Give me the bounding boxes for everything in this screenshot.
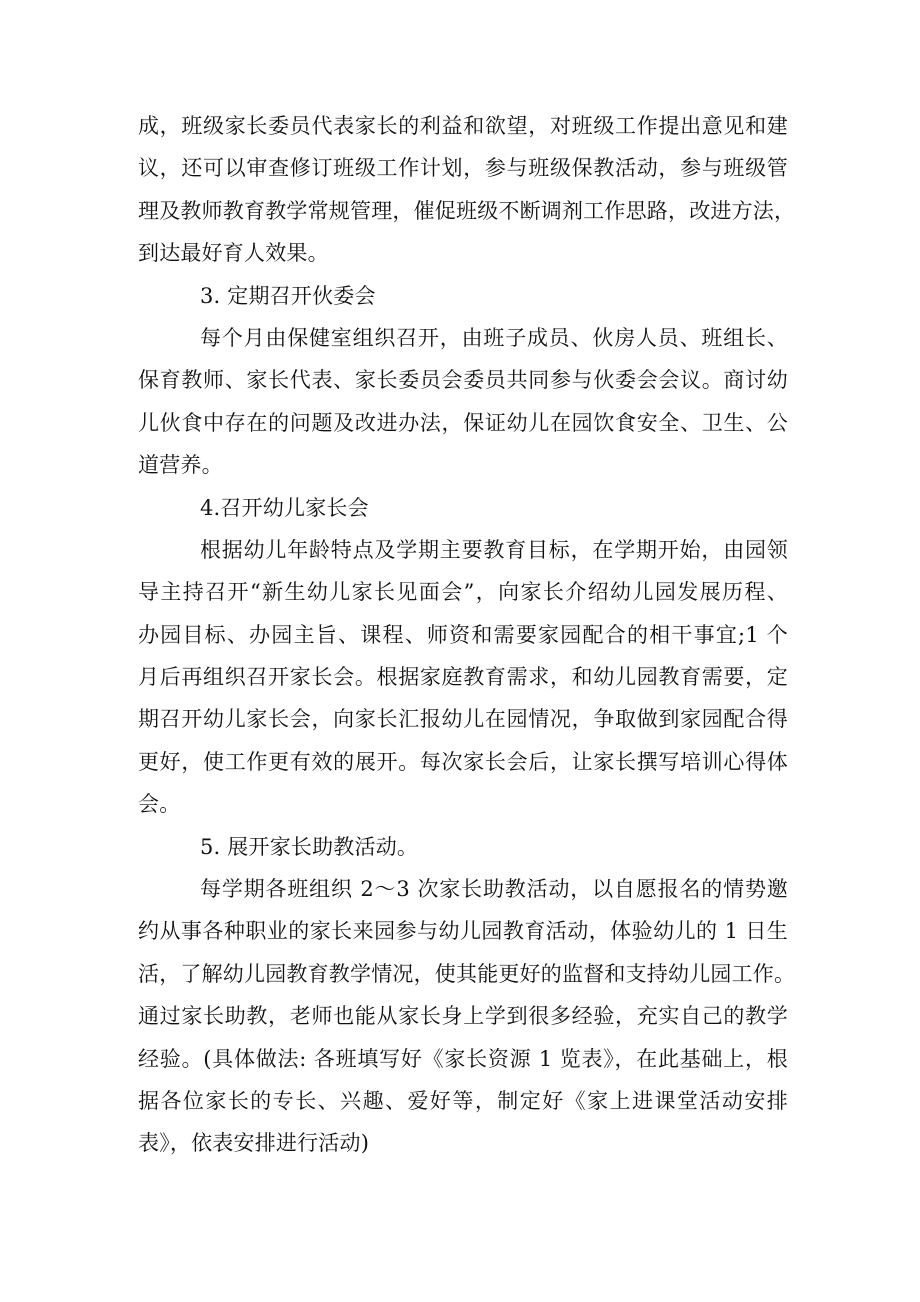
text-line: 约从事各种职业的家长来园参与幼儿园教育活动，体验幼儿的 1 日生 <box>138 919 788 944</box>
text-line: 活，了解幼儿园教育教学情况，使其能更好的监督和支持幼儿园工作。 <box>138 961 796 986</box>
text-line: 月后再组织召开家长会。根据家庭教育需求，和幼儿园教育需要，定 <box>138 665 788 690</box>
text-line: 导主持召开“新生幼儿家长见面会”，向家长介绍幼儿园发展历程、 <box>138 580 788 605</box>
text-line: 每个月由保健室组织召开，由班子成员、伙房人员、班组长、 <box>200 325 788 350</box>
text-line: 到达最好育人效果。 <box>138 241 329 266</box>
text-line: 经验。(具体做法: 各班填写好《家长资源 1 览表》，在此基础上，根 <box>138 1046 788 1071</box>
text-line: 据各位家长的专长、兴趣、爱好等，制定好《家上进课堂活动安排 <box>138 1088 788 1113</box>
text-line: 通过家长助教，老师也能从家长身上学到很多经验，充实自己的教学 <box>138 1004 788 1029</box>
section-heading-4: 4.召开幼儿家长会 <box>200 495 369 520</box>
text-line: 保育教师、家长代表、家长委员会委员共同参与伙委会会议。商讨幼 <box>138 368 788 393</box>
text-line: 表》，依表安排进行活动) <box>138 1131 370 1156</box>
text-line: 更好，使工作更有效的展开。每次家长会后，让家长撰写培训心得体 <box>138 749 788 774</box>
section-heading-3: 3. 定期召开伙委会 <box>200 283 376 308</box>
text-line: 道营养。 <box>138 453 223 478</box>
text-line: 成，班级家长委员代表家长的利益和欲望，对班级工作提出意见和建 <box>138 114 788 138</box>
text-line: 根据幼儿年龄特点及学期主要教育目标，在学期开始，由园领 <box>200 537 788 562</box>
text-line: 儿伙食中存在的问题及改进办法，保证幼儿在园饮食安全、卫生、公 <box>138 410 788 435</box>
text-line: 每学期各班组织 2～3 次家长助教活动，以自愿报名的情势邀 <box>200 877 788 902</box>
text-line: 办园目标、办园主旨、课程、师资和需要家园配合的相干事宜;1 个 <box>138 622 788 647</box>
text-line: 期召开幼儿家长会，向家长汇报幼儿在园情况，争取做到家园配合得 <box>138 707 788 732</box>
text-line: 会。 <box>138 792 181 817</box>
text-line: 理及教师教育教学常规管理，催促班级不断调剂工作思路，改进方法， <box>138 198 796 223</box>
document-page <box>138 105 796 1165</box>
section-heading-5: 5. 展开家长助教活动。 <box>200 834 419 859</box>
text-line: 议，还可以审查修订班级工作计划，参与班级保教活动，参与班级管 <box>138 156 788 181</box>
